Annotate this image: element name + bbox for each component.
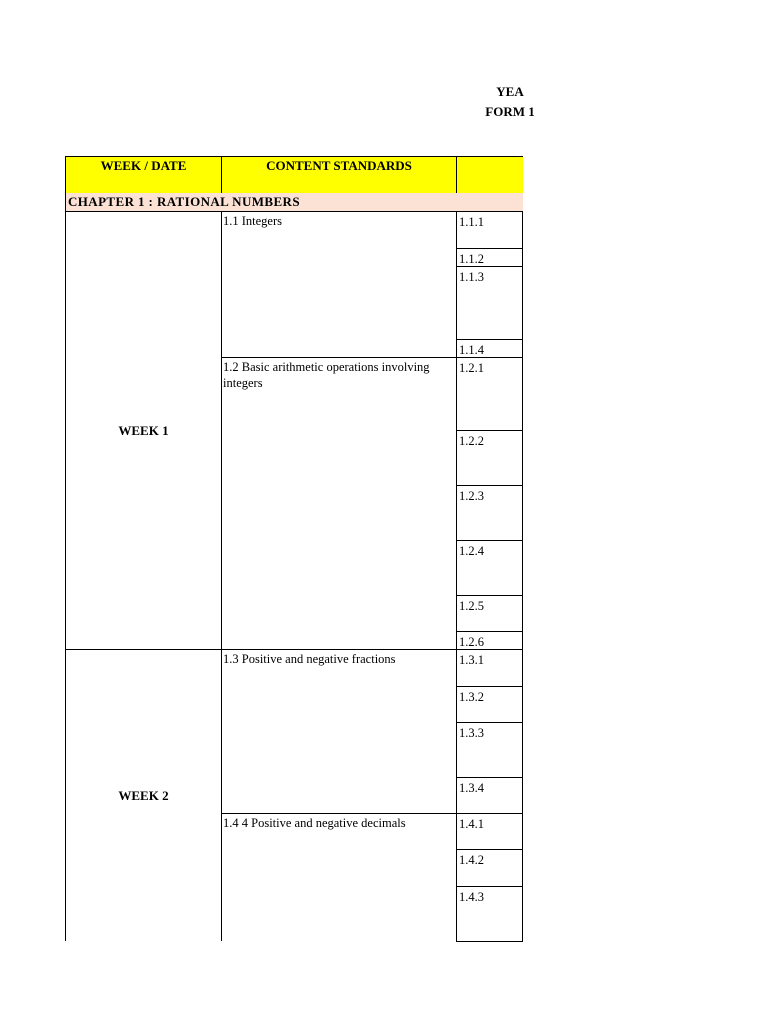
learning-standard-cell: 1.4.1 [456, 813, 523, 850]
learning-standard-cell: 1.3.2 [456, 686, 523, 723]
document-title-line-1: YEA [496, 84, 524, 99]
header-content-standards: CONTENT STANDARDS [221, 156, 457, 194]
learning-standard-cell: 1.3.1 [456, 649, 523, 687]
learning-standard-cell: 1.1.4 [456, 339, 523, 358]
learning-standard-cell: 1.1.2 [456, 248, 523, 267]
content-standard-cell: 1.3 Positive and negative fractions [221, 649, 457, 814]
learning-standard-cell: 1.2.1 [456, 357, 523, 431]
week-cell: WEEK 1 [65, 211, 222, 650]
learning-standard-cell: 1.3.4 [456, 777, 523, 814]
learning-standard-cell: 1.4.3 [456, 886, 523, 942]
learning-standard-cell: 1.2.3 [456, 485, 523, 541]
document-title-line-2: FORM 1 [485, 104, 535, 119]
chapter-row: CHAPTER 1 : RATIONAL NUMBERS [65, 193, 523, 212]
header-week-date: WEEK / DATE [65, 156, 222, 194]
learning-standard-cell: 1.3.3 [456, 722, 523, 778]
learning-standard-cell: 1.1.3 [456, 266, 523, 340]
content-standard-cell: 1.2 Basic arithmetic operations involving integers [221, 357, 457, 650]
learning-standard-cell: 1.4.2 [456, 849, 523, 887]
content-standard-cell: 1.4 4 Positive and negative decimals [221, 813, 457, 941]
header-learning-standards [456, 156, 523, 194]
learning-standard-cell: 1.1.1 [456, 211, 523, 249]
learning-standard-cell: 1.2.4 [456, 540, 523, 596]
content-standard-cell: 1.1 Integers [221, 211, 457, 358]
week-cell: WEEK 2 [65, 649, 222, 941]
learning-standard-cell: 1.2.2 [456, 430, 523, 486]
learning-standard-cell: 1.2.5 [456, 595, 523, 632]
learning-standard-cell: 1.2.6 [456, 631, 523, 650]
